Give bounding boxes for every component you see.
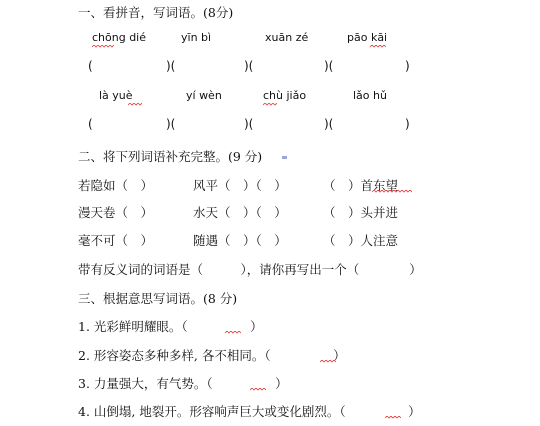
spellcheck-squiggle [225,331,241,334]
idiom-3-1: 毫不可（ ） [78,233,154,248]
section3-title: 三、根据意思写词语。(8 分) [78,291,238,306]
definition-item-3: 3. 力量强大，有气势。（ ） [78,376,288,391]
pinyin-1-4: pāo kāi [347,31,388,44]
spellcheck-squiggle [92,45,114,48]
pinyin-1-3: xuān zé [265,31,309,44]
pinyin-2-1: là yuè [99,89,133,102]
pinyin-1-2: yīn bì [181,31,212,44]
spellcheck-squiggle [320,360,336,363]
idiom-1-3: （ ）首东望 [323,178,399,193]
pinyin-2-4: lǎo hǔ [353,89,387,102]
blank-close: ) [405,117,410,131]
spellcheck-squiggle [385,416,401,419]
pinyin-2-2: yí wèn [186,89,222,102]
blank-close: ) [405,59,410,73]
idiom-2-3: （ ）头并进 [323,205,399,220]
blank-open: ( [88,59,93,73]
blank-mid: )( [166,59,176,73]
definition-item-4: 4. 山倒塌, 地裂开。形容响声巨大或变化剧烈。（ ） [78,404,421,419]
spellcheck-squiggle [250,388,266,391]
idiom-1-2: 风平（ ）（ ） [193,178,287,193]
blank-mid: )( [324,117,334,131]
idiom-2-1: 漫天卷（ ） [78,205,154,220]
idiom-3-3: （ ）人注意 [323,233,399,248]
spellcheck-squiggle [263,103,277,106]
pinyin-2-3: chù jiǎo [263,89,307,102]
definition-item-2: 2. 形容姿态多种多样, 各不相同。（ ） [78,348,346,363]
section1-title: 一、看拼音，写词语。(8分) [78,5,234,20]
blank-mid: )( [244,59,254,73]
idiom-2-2: 水天（ ）（ ） [193,205,287,220]
spellcheck-squiggle [128,103,142,106]
blank-mid: )( [166,117,176,131]
blank-open: ( [88,117,93,131]
edit-mark [282,156,287,159]
spellcheck-squiggle [370,45,386,48]
blank-mid: )( [324,59,334,73]
idiom-1-1: 若隐如（ ） [78,178,154,193]
pinyin-1-1: chōng dié [92,31,147,44]
idiom-3-2: 随遇（ ）（ ） [193,233,287,248]
section2-title: 二、将下列词语补充完整。(9 分) [78,149,263,164]
definition-item-1: 1. 光彩鲜明耀眼。（ ） [78,319,263,334]
antonym-question: 带有反义词的词语是（ ），请你再写出一个（ ） [78,262,422,277]
blank-mid: )( [244,117,254,131]
spellcheck-squiggle [372,190,412,193]
